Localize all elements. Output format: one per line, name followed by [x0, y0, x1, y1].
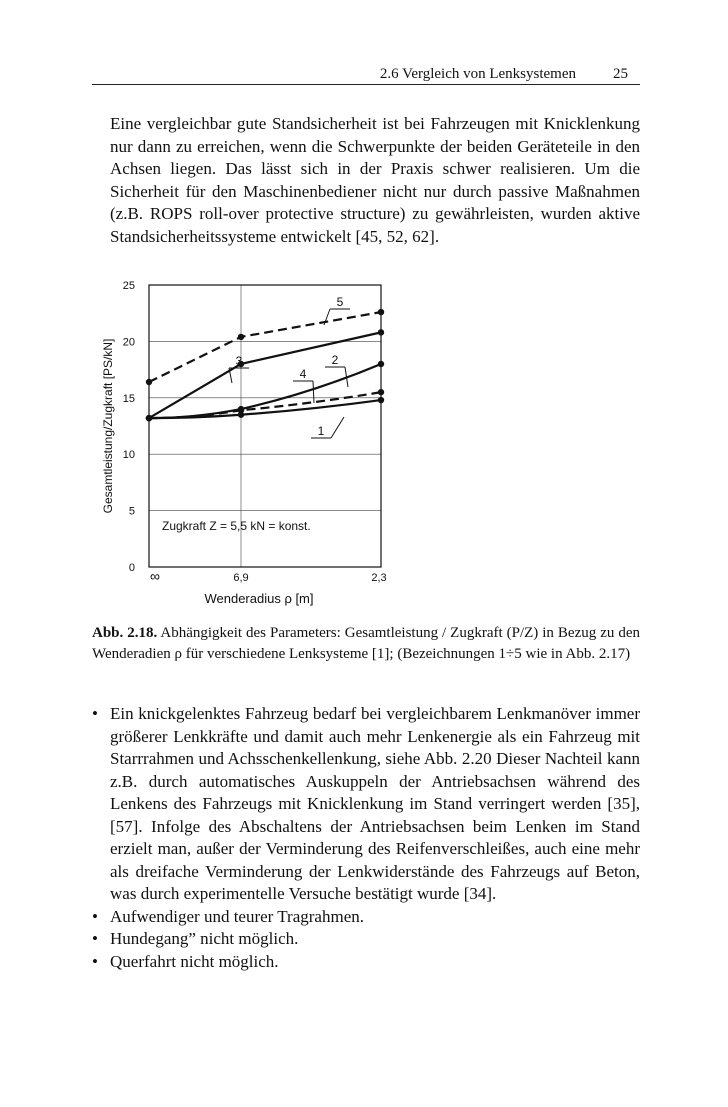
bullet-icon: •: [92, 951, 98, 971]
bullet-icon: •: [92, 906, 98, 926]
series-label-5: 5: [336, 295, 344, 309]
bullet-text: Ein knickgelenktes Fahrzeug bedarf bei vergleichbarem Lenkmanöver immer größerer Lenkkräfte und damit auch mehr Lenkenergie als ein Fahrzeug mit Starrrahmen und Achsschenkellenkung, siehe Abb. 2.20 Dieser Nachteil kann z.B. durch automatisches Auskuppeln der Antriebsachsen während des Lenkens des Fahrzeugs mit Knicklenkung im Stand verringert werden [35], [57]. Infolge des Abschaltens der Antriebsachsen beim Lenken im Stand erzielt man, außer der Verminderung des Reifenverschleißes, auch eine mehr als dreifache Verminderung der Lenkwiderstände des Fahrzeugs auf Beton, was durch experimentelle Versuche bestätigt wurde [34].: [110, 704, 640, 903]
y-tick-label: 20: [122, 336, 135, 349]
series-label-2: 2: [331, 353, 339, 367]
series-point-4: [238, 407, 244, 413]
bullet-text: Querfahrt nicht möglich.: [110, 951, 279, 971]
bullet-text: Aufwendiger und teurer Tragrahmen.: [110, 906, 364, 926]
y-tick-label: 5: [128, 505, 135, 518]
series-point-5: [146, 379, 152, 385]
bullet-item: [92, 703, 640, 906]
series-point-5: [378, 309, 384, 315]
section-title: 2.6 Vergleich von Lenksystemen: [379, 66, 576, 82]
series-point-2: [378, 361, 384, 367]
bullet-item: [92, 928, 640, 951]
series-label-3: 3: [235, 354, 243, 368]
series-leader-line: [313, 381, 314, 403]
bullet-icon: •: [92, 704, 98, 723]
chart-svg: [92, 275, 412, 615]
y-tick-label: 10: [122, 449, 135, 462]
x-tick-label: ∞: [150, 568, 160, 584]
y-axis-title: Gesamtleistung/Zugkraft [PS/kN]: [101, 338, 115, 514]
x-axis-title: Wenderadius ρ [m]: [204, 591, 314, 606]
series-point-5: [238, 334, 244, 340]
series-line-5: [149, 312, 381, 382]
intro-paragraph: Eine vergleichbar gute Standsicherheit ist bei Fahrzeugen mit Knicklenkung nur dann zu erreichen, wenn die Schwerpunkte der beiden Geräteteile in den Achsen liegen. Das lässt sich in der Praxis schwer realisieren. Um die Sicherheit für den Maschinenbediener nicht nur durch passive Maßnahmen (z.B. ROPS roll-over protective structure) zu gewährleisten, wurden aktive Standsicherheitssysteme entwickelt [45, 52, 62].: [110, 114, 640, 246]
series-label-1: 1: [317, 424, 325, 438]
y-tick-label: 25: [122, 280, 135, 292]
bullet-list: [92, 703, 640, 973]
bullet-text: Hundegang” nicht möglich.: [110, 929, 299, 948]
bullet-icon: •: [92, 929, 98, 948]
series-point-3: [378, 329, 384, 335]
series-label-4: 4: [299, 367, 307, 381]
caption-label: Abb. 2.18.: [92, 625, 158, 641]
series-point-4: [378, 389, 384, 395]
y-tick-label: 15: [122, 392, 135, 405]
x-tick-label: 6,9: [233, 572, 249, 584]
caption-text: Abhängigkeit des Parameters: Gesamtleistung / Zugkraft (P/Z) in Bezug zu den Wenderadien ρ für verschiedene Lenksysteme [1]; (Bezeichnungen 1÷5 wie in Abb. 2.17): [92, 625, 640, 662]
series-leader-line: [331, 417, 344, 438]
series-point-4: [146, 415, 152, 421]
running-header: [92, 62, 640, 85]
figure-chart: [92, 275, 412, 615]
figure-caption: [92, 623, 640, 664]
page-number: 25: [613, 66, 628, 82]
series-point-1: [378, 397, 384, 403]
bullet-item: [92, 906, 640, 929]
chart-annotation: Zugkraft Z = 5,5 kN = konst.: [162, 519, 311, 533]
bullet-item: [92, 951, 640, 974]
x-tick-label: 2,3: [371, 572, 387, 584]
y-tick-label: 0: [128, 562, 135, 574]
